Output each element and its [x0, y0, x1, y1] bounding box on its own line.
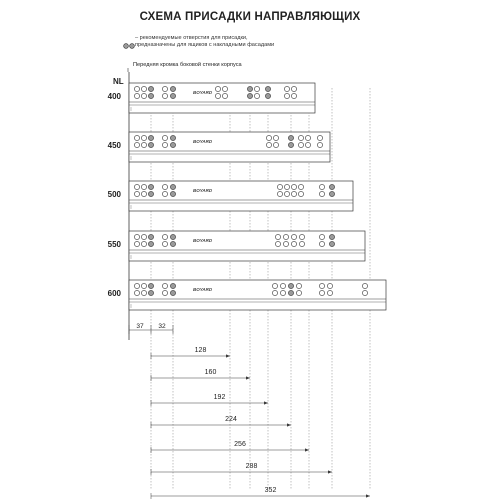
rail-length-label: 500	[107, 190, 121, 199]
dimension-label-256: 256	[234, 441, 246, 448]
mounting-hole	[272, 283, 277, 288]
mounting-hole	[266, 142, 271, 147]
mounting-hole	[170, 184, 175, 189]
mounting-hole	[329, 184, 334, 189]
mounting-hole	[284, 191, 289, 196]
mounting-hole	[134, 234, 139, 239]
mounting-hole	[277, 191, 282, 196]
mounting-hole	[148, 283, 153, 288]
dimension-arrow	[246, 376, 250, 379]
mounting-hole	[141, 135, 146, 140]
dimension-label-192: 192	[213, 394, 226, 401]
mounting-hole	[254, 86, 259, 91]
mounting-hole	[288, 142, 293, 147]
dimension-arrow	[287, 423, 291, 426]
dimension-arrow	[226, 354, 230, 357]
mounting-hole	[148, 135, 153, 140]
mounting-hole	[327, 290, 332, 295]
mounting-hole	[148, 184, 153, 189]
mounting-hole	[170, 135, 175, 140]
mounting-hole	[283, 234, 288, 239]
mounting-hole	[291, 241, 296, 246]
mounting-hole	[134, 86, 139, 91]
mounting-hole	[162, 93, 167, 98]
dimension-label-32: 32	[158, 323, 166, 330]
brand-logo: BOYARD	[193, 188, 213, 193]
mounting-hole	[134, 142, 139, 147]
mounting-hole	[148, 234, 153, 239]
dimension-label-352: 352	[264, 487, 277, 494]
brand-logo: BOYARD	[193, 139, 213, 144]
brand-logo: BOYARD	[193, 90, 213, 95]
mounting-hole	[162, 142, 167, 147]
mounting-hole	[319, 290, 324, 295]
mounting-hole	[162, 290, 167, 295]
mounting-hole	[134, 184, 139, 189]
mounting-hole	[272, 290, 277, 295]
mounting-hole	[148, 142, 153, 147]
mounting-hole	[288, 290, 293, 295]
mounting-hole	[134, 135, 139, 140]
brand-logo: BOYARD	[193, 287, 213, 292]
mounting-hole	[319, 191, 324, 196]
mounting-hole	[134, 290, 139, 295]
mounting-hole	[305, 142, 310, 147]
rail-400	[108, 83, 315, 113]
dimension-label-128: 128	[194, 347, 207, 354]
mounting-hole	[284, 93, 289, 98]
mounting-hole	[266, 135, 271, 140]
mounting-hole	[162, 283, 167, 288]
mounting-hole	[288, 135, 293, 140]
mounting-hole	[277, 184, 282, 189]
mounting-hole	[170, 93, 175, 98]
mounting-hole	[305, 135, 310, 140]
mounting-hole	[141, 184, 146, 189]
mounting-hole	[284, 184, 289, 189]
mounting-hole	[162, 184, 167, 189]
mounting-hole	[317, 135, 322, 140]
mounting-hole	[170, 191, 175, 196]
mounting-hole	[134, 191, 139, 196]
mounting-hole	[170, 290, 175, 295]
mounting-hole	[254, 93, 259, 98]
mounting-hole	[329, 234, 334, 239]
mounting-hole	[215, 86, 220, 91]
mounting-hole	[148, 191, 153, 196]
mounting-hole	[299, 234, 304, 239]
mounting-hole	[298, 142, 303, 147]
mounting-hole	[247, 93, 252, 98]
mounting-hole	[222, 93, 227, 98]
mounting-hole	[265, 93, 270, 98]
mounting-hole	[134, 283, 139, 288]
mounting-hole	[299, 241, 304, 246]
mounting-hole	[362, 290, 367, 295]
mounting-hole	[222, 86, 227, 91]
mounting-hole	[141, 290, 146, 295]
mounting-hole	[296, 283, 301, 288]
mounting-hole	[134, 241, 139, 246]
mounting-hole	[280, 290, 285, 295]
mounting-hole	[141, 234, 146, 239]
mounting-hole	[275, 234, 280, 239]
mounting-hole	[170, 241, 175, 246]
dimension-label-160: 160	[204, 369, 217, 376]
rails-group	[108, 83, 386, 310]
mounting-hole	[162, 135, 167, 140]
mounting-hole	[291, 191, 296, 196]
rail-450	[108, 132, 330, 162]
legend-line-2: предназначены для ящиков с накладными фасадами	[135, 42, 275, 48]
mounting-hole	[280, 283, 285, 288]
dimension-arrow	[366, 494, 370, 497]
dimension-label-224: 224	[225, 416, 237, 423]
mounting-hole	[170, 86, 175, 91]
mounting-hole	[317, 142, 322, 147]
mounting-hole	[215, 93, 220, 98]
legend-line-1: – рекомендуемые отверстия для присадки,	[135, 35, 248, 41]
mounting-hole	[296, 290, 301, 295]
dimension-label-288: 288	[245, 463, 258, 470]
rail-length-label: 600	[107, 289, 121, 298]
diagram-title: СХЕМА ПРИСАДКИ НАПРАВЛЯЮЩИХ	[139, 11, 361, 23]
rail-550	[108, 231, 365, 261]
mounting-hole	[162, 86, 167, 91]
nl-label: NL	[113, 77, 124, 86]
rail-body	[129, 280, 386, 310]
mounting-hole	[291, 234, 296, 239]
mounting-hole	[141, 283, 146, 288]
mounting-hole	[148, 93, 153, 98]
mounting-hole	[298, 191, 303, 196]
dimension-arrow	[264, 401, 268, 404]
front-edge-label: Передняя кромка боковой стенки корпуса	[133, 62, 242, 68]
mounting-hole	[141, 191, 146, 196]
rail-length-label: 450	[107, 141, 121, 150]
mounting-hole	[319, 283, 324, 288]
mounting-hole	[134, 93, 139, 98]
mounting-hole	[298, 135, 303, 140]
mounting-hole	[162, 191, 167, 196]
mounting-hole	[291, 93, 296, 98]
dimension-lines	[129, 323, 370, 499]
mounting-hole	[291, 86, 296, 91]
mounting-hole	[141, 86, 146, 91]
mounting-hole	[162, 241, 167, 246]
mounting-hole	[283, 241, 288, 246]
mounting-hole	[148, 241, 153, 246]
mounting-hole	[273, 142, 278, 147]
brand-logo: BOYARD	[193, 238, 213, 243]
mounting-hole	[291, 184, 296, 189]
mounting-hole	[284, 86, 289, 91]
mounting-hole	[247, 86, 252, 91]
rail-600	[108, 280, 386, 310]
mounting-hole	[275, 241, 280, 246]
mounting-hole	[141, 142, 146, 147]
mounting-hole	[170, 283, 175, 288]
dimension-arrow	[328, 470, 332, 473]
mounting-hole	[141, 93, 146, 98]
mounting-hole	[273, 135, 278, 140]
mounting-hole	[265, 86, 270, 91]
mounting-hole	[298, 184, 303, 189]
mounting-hole	[327, 283, 332, 288]
mounting-hole	[288, 283, 293, 288]
mounting-hole	[162, 234, 167, 239]
mounting-hole	[319, 184, 324, 189]
mounting-hole	[148, 290, 153, 295]
mounting-hole	[362, 283, 367, 288]
rail-length-label: 400	[107, 92, 121, 101]
mounting-hole	[329, 241, 334, 246]
rail-500	[108, 181, 353, 211]
mounting-hole	[170, 234, 175, 239]
mounting-hole	[329, 191, 334, 196]
dimension-arrow	[305, 448, 309, 451]
rail-length-label: 550	[107, 240, 121, 249]
dimension-label-37: 37	[136, 323, 144, 330]
mounting-hole	[170, 142, 175, 147]
mounting-hole	[148, 86, 153, 91]
mounting-hole	[319, 241, 324, 246]
mounting-hole	[141, 241, 146, 246]
mounting-hole	[319, 234, 324, 239]
